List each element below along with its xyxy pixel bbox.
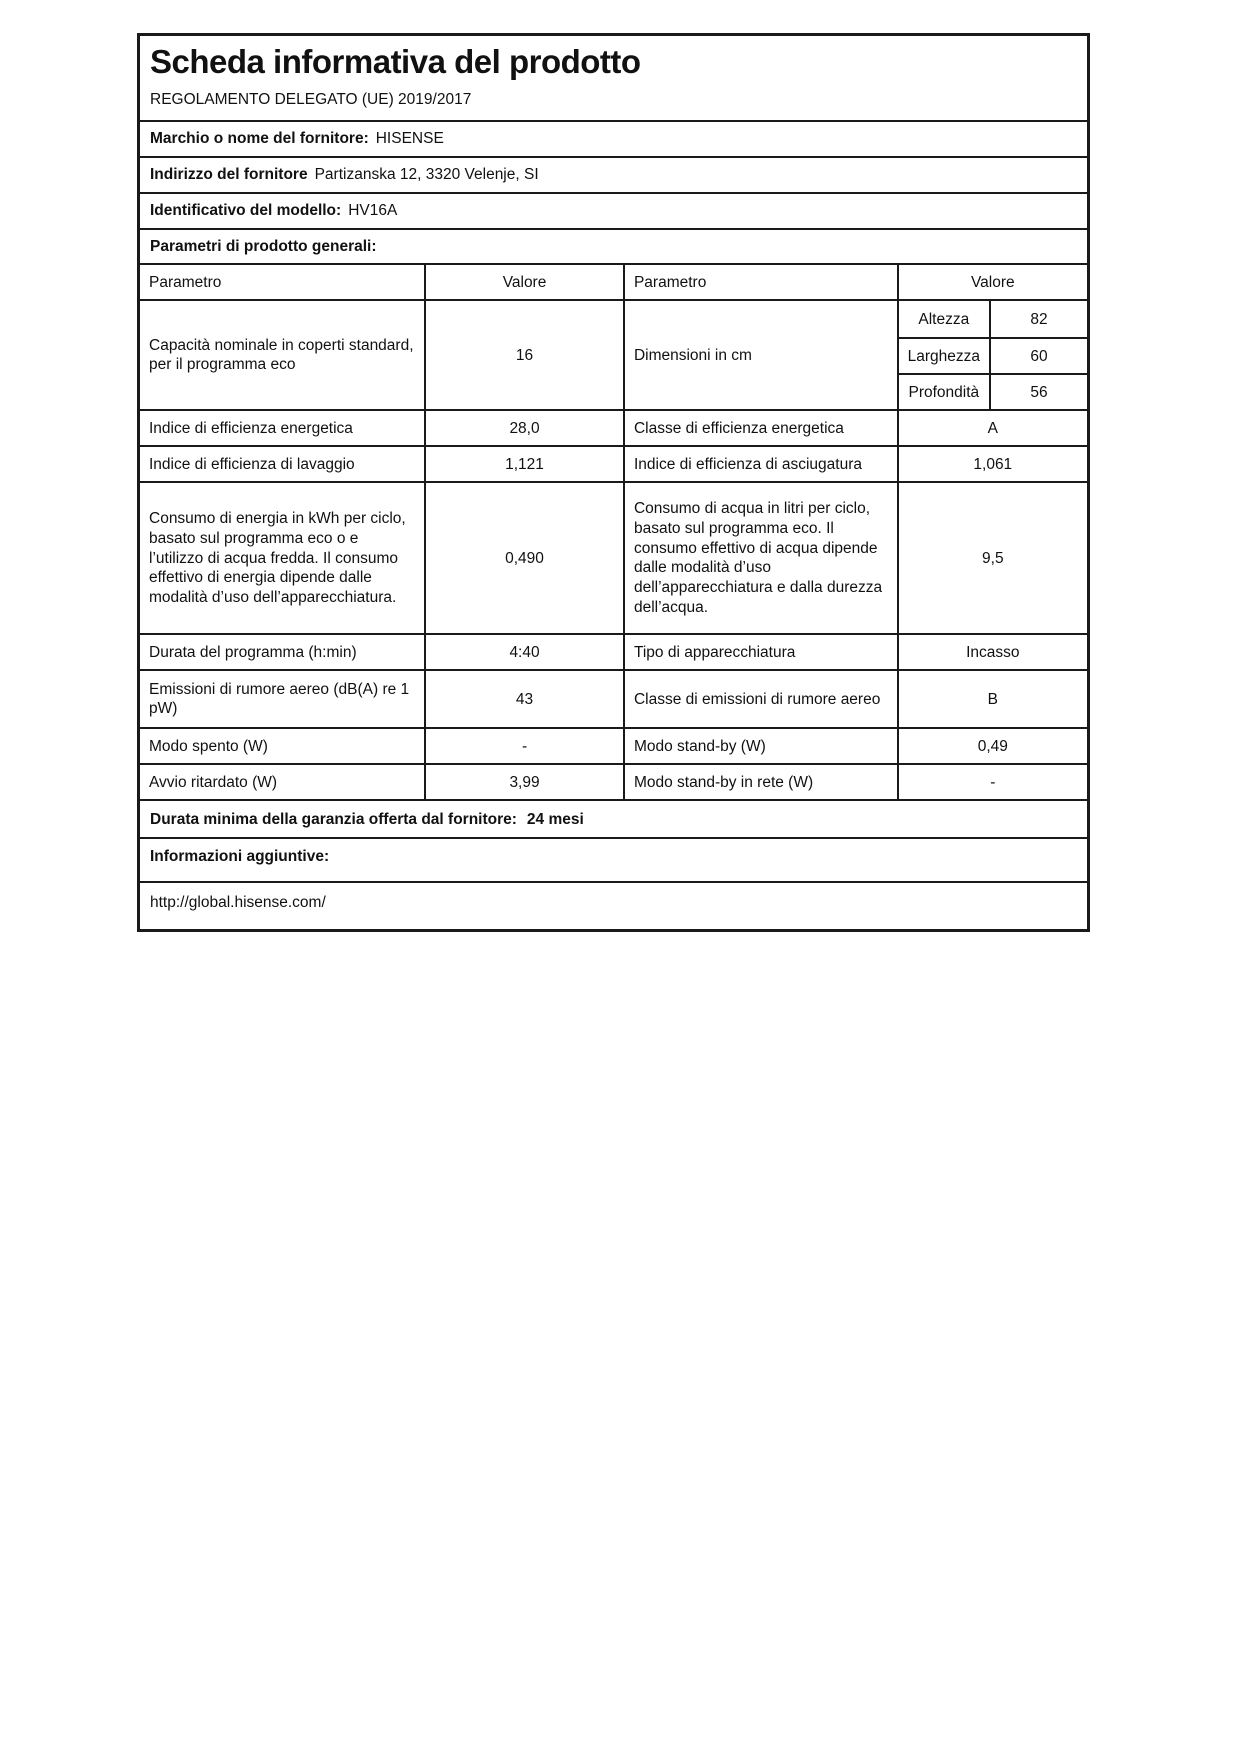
delay-start-value: 3,99 xyxy=(424,765,623,799)
off-standby-row xyxy=(140,727,1087,763)
noise-class-label: Classe di emissioni di rumore aereo xyxy=(623,671,897,727)
washing-efficiency-label: Indice di efficienza di lavaggio xyxy=(149,455,355,473)
duration-type-row xyxy=(140,633,1087,669)
dimension-width-value: 60 xyxy=(989,339,1087,373)
supplier-brand-value: HISENSE xyxy=(375,130,444,148)
model-id-label: Identificativo del modello: xyxy=(150,201,342,219)
header-parametro-2: Parametro xyxy=(623,265,897,299)
header-parametro-1: Parametro xyxy=(149,273,222,291)
warranty-label: Durata minima della garanzia offerta dal fornitore: xyxy=(150,810,517,828)
dimensions-subtable xyxy=(897,301,1087,409)
supplier-website-link: http://global.hisense.com/ xyxy=(140,881,1087,929)
water-consumption-label: Consumo di acqua in litri per ciclo, basato sul programma eco. Il consumo effettivo di acqua dipende dalle modalità d’uso dell’apparecchiatura e dalla durezza dell’acqua. xyxy=(623,483,897,633)
product-fiche xyxy=(137,33,1090,932)
capacity-value: 16 xyxy=(424,301,623,409)
dimension-row-depth xyxy=(899,373,1087,409)
regulation-subtitle: REGOLAMENTO DELEGATO (UE) 2019/2017 xyxy=(150,91,472,109)
energy-efficiency-row xyxy=(140,409,1087,445)
delay-start-label: Avvio ritardato (W) xyxy=(149,773,278,791)
dimension-depth-value: 56 xyxy=(989,375,1087,409)
supplier-address-row xyxy=(140,156,1087,192)
programme-duration-value: 4:40 xyxy=(424,635,623,669)
energy-consumption-value: 0,490 xyxy=(424,483,623,633)
washing-drying-efficiency-row xyxy=(140,445,1087,481)
water-consumption-value: 9,5 xyxy=(897,483,1087,633)
energy-efficiency-index-label: Indice di efficienza energetica xyxy=(149,419,353,437)
consumption-row xyxy=(140,481,1087,633)
noise-class-value: B xyxy=(897,671,1087,727)
dimension-width-label: Larghezza xyxy=(907,347,981,365)
header-valore-2: Valore xyxy=(897,265,1087,299)
drying-efficiency-value: 1,061 xyxy=(897,447,1087,481)
supplier-brand-label: Marchio o nome del fornitore: xyxy=(150,130,369,148)
energy-efficiency-class-label: Classe di efficienza energetica xyxy=(623,411,897,445)
networked-standby-label: Modo stand-by in rete (W) xyxy=(623,765,897,799)
model-id-row xyxy=(140,192,1087,228)
title-block xyxy=(140,36,1087,120)
energy-efficiency-class-value: A xyxy=(897,411,1087,445)
header-valore-1: Valore xyxy=(424,265,623,299)
dimension-depth-label: Profondità xyxy=(908,383,980,401)
noise-emissions-label: Emissioni di rumore aereo (dB(A) re 1 pW) xyxy=(149,680,410,718)
supplier-address-value: Partizanska 12, 3320 Velenje, SI xyxy=(314,165,539,183)
noise-row xyxy=(140,669,1087,727)
programme-duration-label: Durata del programma (h:min) xyxy=(149,643,357,661)
drying-efficiency-label: Indice di efficienza di asciugatura xyxy=(623,447,897,481)
dimension-height-label: Altezza xyxy=(918,310,970,328)
page-title: Scheda informativa del prodotto xyxy=(150,43,641,80)
params-header-row xyxy=(140,263,1087,299)
energy-efficiency-index-value: 28,0 xyxy=(424,411,623,445)
model-id-value: HV16A xyxy=(348,201,398,219)
energy-consumption-label: Consumo di energia in kWh per ciclo, basato sul programma eco o e l’utilizzo di acqua fredda. Il consumo effettivo di energia dipende dalle modalità d’uso dell’apparecchiatura. xyxy=(149,509,406,607)
off-mode-value: - xyxy=(424,729,623,763)
delay-network-row xyxy=(140,763,1087,799)
supplier-brand-row xyxy=(140,120,1087,156)
washing-efficiency-value: 1,121 xyxy=(424,447,623,481)
dimensions-label: Dimensioni in cm xyxy=(623,301,897,409)
capacity-dimensions-row xyxy=(140,299,1087,409)
standby-mode-value: 0,49 xyxy=(897,729,1087,763)
supplier-address-label: Indirizzo del fornitore xyxy=(150,165,308,183)
warranty-row xyxy=(140,799,1087,837)
appliance-type-value: Incasso xyxy=(897,635,1087,669)
dimension-row-width xyxy=(899,337,1087,373)
standby-mode-label: Modo stand-by (W) xyxy=(623,729,897,763)
dimension-height-value: 82 xyxy=(989,301,1087,337)
additional-info-header: Informazioni aggiuntive: xyxy=(140,837,1087,881)
off-mode-label: Modo spento (W) xyxy=(149,737,268,755)
general-params-section-header: Parametri di prodotto generali: xyxy=(140,228,1087,264)
appliance-type-label: Tipo di apparecchiatura xyxy=(623,635,897,669)
warranty-value: 24 mesi xyxy=(526,810,584,828)
noise-emissions-value: 43 xyxy=(424,671,623,727)
capacity-label: Capacità nominale in coperti standard, per il programma eco xyxy=(149,336,414,374)
networked-standby-value: - xyxy=(897,765,1087,799)
dimension-row-height xyxy=(899,301,1087,337)
